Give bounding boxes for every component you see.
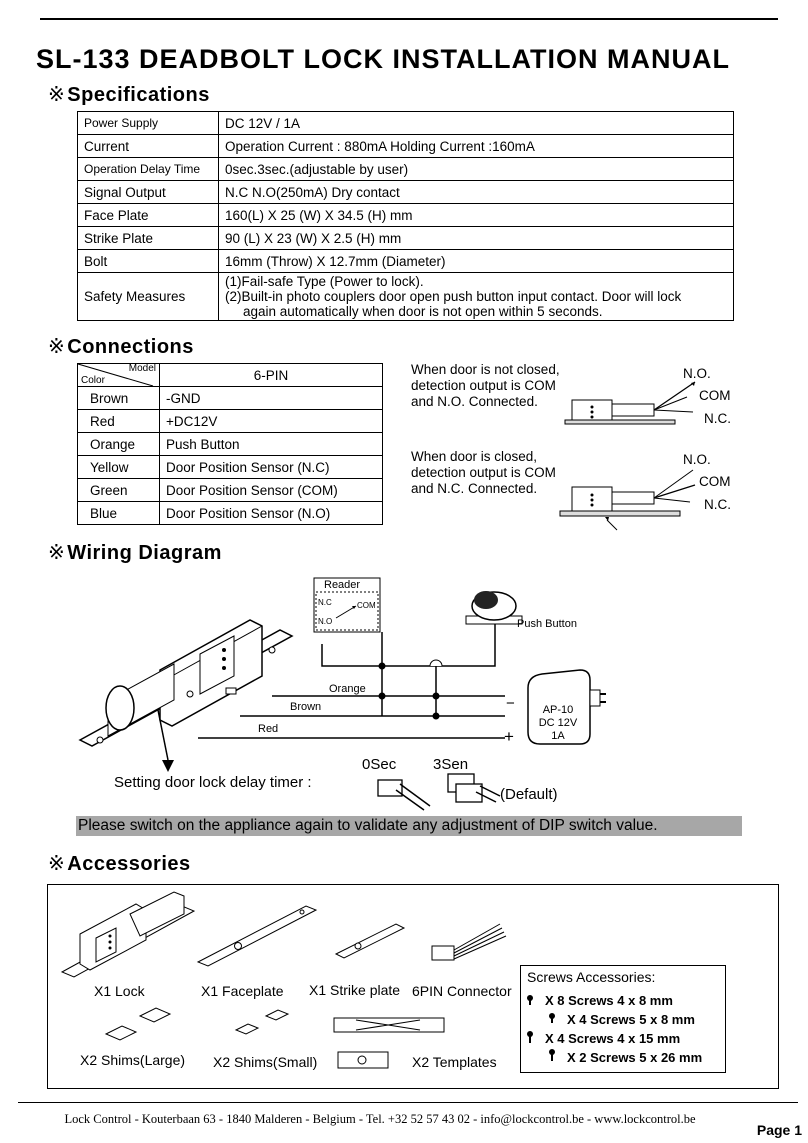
wiring-diagram [0, 570, 808, 830]
strike-plate-label: X1 Strike plate [309, 982, 401, 998]
table-row: Current Operation Current : 880mA Holding Current :160mA [78, 135, 734, 158]
wiring-heading: ※ Wiring Diagram [48, 542, 222, 564]
table-row: Orange Push Button [78, 433, 383, 456]
faceplate-label: X1 Faceplate [201, 983, 284, 999]
footer-address: Lock Control - Kouterbaan 63 - 1840 Malderen - Belgium - Tel. +32 52 57 43 02 - info@lockcontrol.be - www.lockcontrol.be [64, 1112, 696, 1126]
brown-wire-label: Brown [290, 701, 322, 713]
table-row: Signal Output N.C N.O(250mA) Dry contact [78, 181, 734, 204]
nc-label-1: N.C. [704, 411, 731, 426]
page-number: Page 1 [756, 1122, 802, 1138]
table-row: Brown -GND [78, 387, 383, 410]
table-row: Red +DC12V [78, 410, 383, 433]
no-label-2: N.O. [683, 452, 711, 467]
red-wire-label: Red [258, 723, 279, 735]
table-row: Blue Door Position Sensor (N.O) [78, 502, 383, 525]
door-closed-description: When door is closed, detection output is COM and N.C. Connected. [411, 449, 556, 496]
reader-no-label: N.O [318, 617, 333, 626]
table-row: Face Plate 160(L) X 25 (W) X 34.5 (H) mm [78, 204, 734, 227]
power-supply-label: AP-10 DC 12V 1A [538, 704, 578, 742]
door-closed-lock-icon [555, 450, 755, 530]
no-label-1: N.O. [683, 366, 711, 381]
dip-switch-notice: Please switch on the appliance again to validate any adjustment of DIP switch value. [76, 816, 742, 836]
default-label: (Default) [500, 786, 558, 803]
reader-nc-label: N.C [318, 598, 332, 607]
accessories-heading: ※ Accessories [48, 853, 191, 875]
door-open-description: When door is not closed, detection output is COM and N.O. Connected. [411, 362, 560, 409]
plus-terminal: + [504, 727, 514, 746]
minus-terminal: − [506, 695, 515, 712]
screws-box: Screws Accessories: X 8 Screws 4 x 8 mm X 4 Screws 5 x 8 mm X 4 Screws 4 x 15 mm X 2 Screws 5 x 26 mm [520, 965, 726, 1073]
reader-label: Reader [324, 579, 361, 591]
top-rule [40, 18, 778, 20]
table-row: Safety Measures (1)Fail-safe Type (Power to lock). (2)Built-in photo couplers door open push button input contact. Door will lock again automatically when door is not open within 5 seconds. [78, 273, 734, 321]
table-row: Yellow Door Position Sensor (N.C) [78, 456, 383, 479]
table-row: Strike Plate 90 (L) X 23 (W) X 2.5 (H) mm [78, 227, 734, 250]
jumper-0sec-label: 0Sec [362, 756, 397, 773]
connections-heading: ※ Connections [48, 336, 194, 358]
orange-wire-label: Orange [329, 683, 366, 695]
push-button-label: Push Button [517, 618, 577, 630]
specifications-table [77, 111, 734, 321]
table-header: Model Color 6-PIN [78, 364, 383, 387]
connector-label: 6PIN Connector [412, 983, 512, 999]
page-title: SL-133 DEADBOLT LOCK INSTALLATION MANUAL [36, 44, 730, 74]
reader-com-label: COM [357, 601, 376, 610]
table-row: Operation Delay Time 0sec.3sec.(adjustable by user) [78, 158, 734, 181]
connections-table [77, 363, 383, 525]
jumper-3sec-label: 3Sen [433, 756, 469, 773]
templates-label: X2 Templates [412, 1054, 497, 1070]
table-row: Bolt 16mm (Throw) X 12.7mm (Diameter) [78, 250, 734, 273]
lock-label: X1 Lock [94, 983, 145, 999]
timer-label: Setting door lock delay timer : [114, 774, 312, 791]
shims-small-label: X2 Shims(Small) [213, 1054, 318, 1070]
footer-rule [18, 1102, 798, 1103]
nc-label-2: N.C. [704, 497, 731, 512]
shims-large-label: X2 Shims(Large) [80, 1052, 186, 1068]
com-label-1: COM [699, 388, 731, 403]
com-label-2: COM [699, 474, 731, 489]
specifications-heading: ※ Specifications [48, 84, 210, 106]
table-row: Power Supply DC 12V / 1A [78, 112, 734, 135]
table-row: Green Door Position Sensor (COM) [78, 479, 383, 502]
